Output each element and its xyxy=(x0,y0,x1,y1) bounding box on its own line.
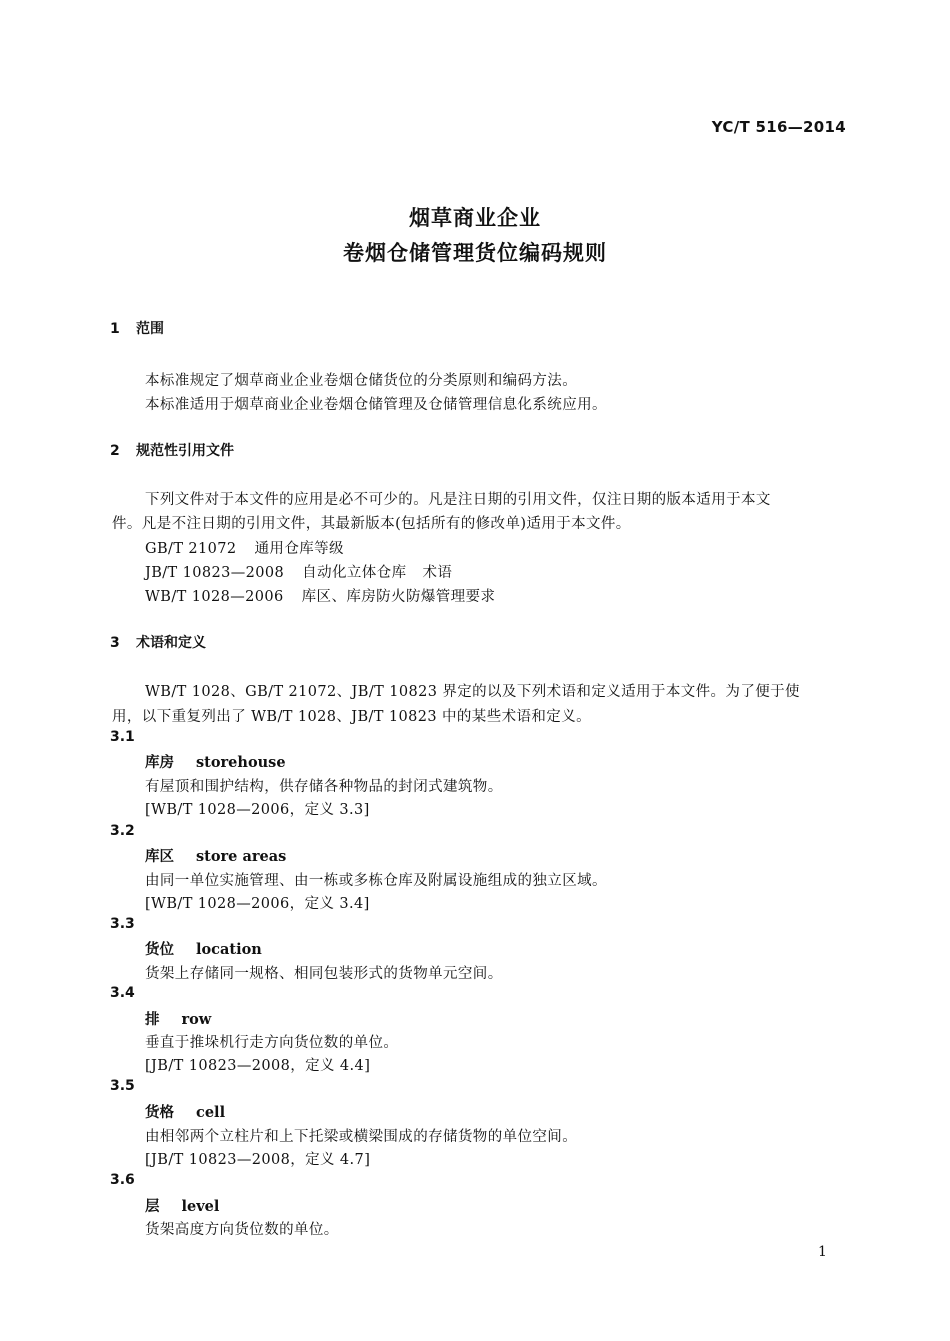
term-zh: 排 xyxy=(145,1011,160,1028)
term-number: 3.1 xyxy=(110,729,135,745)
term-reference: [WB/T 1028—2006，定义 3.4] xyxy=(145,896,370,912)
term-zh: 层 xyxy=(145,1198,160,1215)
reference-item xyxy=(145,585,495,606)
section-1-heading xyxy=(110,318,164,338)
reference-item xyxy=(145,561,452,582)
term-definition: 由相邻两个立柱片和上下托梁或横梁围成的存储货物的单位空间。 xyxy=(145,1129,578,1145)
section-title: 范围 xyxy=(136,321,164,337)
term-definition: 垂直于推垛机行走方向货位数的单位。 xyxy=(145,1035,399,1051)
reference-name-suffix: 术语 xyxy=(422,565,453,581)
term-zh: 库区 xyxy=(145,848,174,865)
term-heading xyxy=(145,1008,211,1029)
paragraph: 件。凡是不注日期的引用文件，其最新版本(包括所有的修改单)适用于本文件。 xyxy=(112,516,631,532)
term-reference: [WB/T 1028—2006，定义 3.3] xyxy=(145,802,370,818)
paragraph: 本标准适用于烟草商业企业卷烟仓储管理及仓储管理信息化系统应用。 xyxy=(145,397,607,413)
standard-number: YC/T 516—2014 xyxy=(711,118,846,136)
section-title: 规范性引用文件 xyxy=(136,443,234,459)
page-number: 1 xyxy=(818,1244,827,1260)
reference-name: 自动化立体仓库 xyxy=(302,565,407,581)
term-reference: [JB/T 10823—2008，定义 4.7] xyxy=(145,1152,371,1168)
term-en: storehouse xyxy=(196,754,286,771)
term-en: cell xyxy=(196,1104,226,1121)
term-en: store areas xyxy=(196,848,287,865)
term-definition: 由同一单位实施管理、由一栋或多栋仓库及附属设施组成的独立区域。 xyxy=(145,873,607,889)
reference-code: GB/T 21072 xyxy=(145,541,237,557)
document-title-line2: 卷烟仓储管理货位编码规则 xyxy=(343,241,607,265)
term-en: row xyxy=(181,1011,212,1028)
term-en: level xyxy=(181,1198,220,1215)
term-number: 3.2 xyxy=(110,823,135,839)
term-definition: 货架高度方向货位数的单位。 xyxy=(145,1222,339,1238)
term-heading xyxy=(145,845,286,866)
reference-item xyxy=(145,537,344,558)
section-title: 术语和定义 xyxy=(136,635,206,651)
term-en: location xyxy=(196,941,262,958)
section-3-heading xyxy=(110,632,206,652)
term-heading xyxy=(145,751,286,772)
paragraph: WB/T 1028、GB/T 21072、JB/T 10823 界定的以及下列术语和定义适用于本文件。为了便于使 xyxy=(145,684,800,700)
paragraph: 本标准规定了烟草商业企业卷烟仓储货位的分类原则和编码方法。 xyxy=(145,373,578,389)
term-number: 3.5 xyxy=(110,1078,135,1094)
section-number: 2 xyxy=(110,443,120,459)
paragraph: 用，以下重复列出了 WB/T 1028、JB/T 10823 中的某些术语和定义。 xyxy=(112,709,592,725)
term-heading xyxy=(145,1195,219,1216)
term-zh: 库房 xyxy=(145,754,174,771)
term-reference: [JB/T 10823—2008，定义 4.4] xyxy=(145,1058,371,1074)
paragraph: 下列文件对于本文件的应用是必不可少的。凡是注日期的引用文件，仅注日期的版本适用于本文 xyxy=(145,492,771,508)
section-2-heading xyxy=(110,440,234,460)
term-heading xyxy=(145,1101,225,1122)
term-number: 3.6 xyxy=(110,1172,135,1188)
reference-code: JB/T 10823—2008 xyxy=(145,565,285,581)
section-number: 1 xyxy=(110,321,120,337)
term-number: 3.4 xyxy=(110,985,135,1001)
reference-name: 库区、库房防火防爆管理要求 xyxy=(301,589,496,605)
term-zh: 货格 xyxy=(145,1104,174,1121)
term-definition: 货架上存储同一规格、相同包装形式的货物单元空间。 xyxy=(145,966,503,982)
term-heading xyxy=(145,938,262,959)
term-definition: 有屋顶和围护结构，供存储各种物品的封闭式建筑物。 xyxy=(145,779,503,795)
section-number: 3 xyxy=(110,635,120,651)
term-zh: 货位 xyxy=(145,941,174,958)
term-number: 3.3 xyxy=(110,916,135,932)
reference-name: 通用仓库等级 xyxy=(254,541,344,557)
document-title-line1: 烟草商业企业 xyxy=(409,206,541,230)
reference-code: WB/T 1028—2006 xyxy=(145,589,284,605)
